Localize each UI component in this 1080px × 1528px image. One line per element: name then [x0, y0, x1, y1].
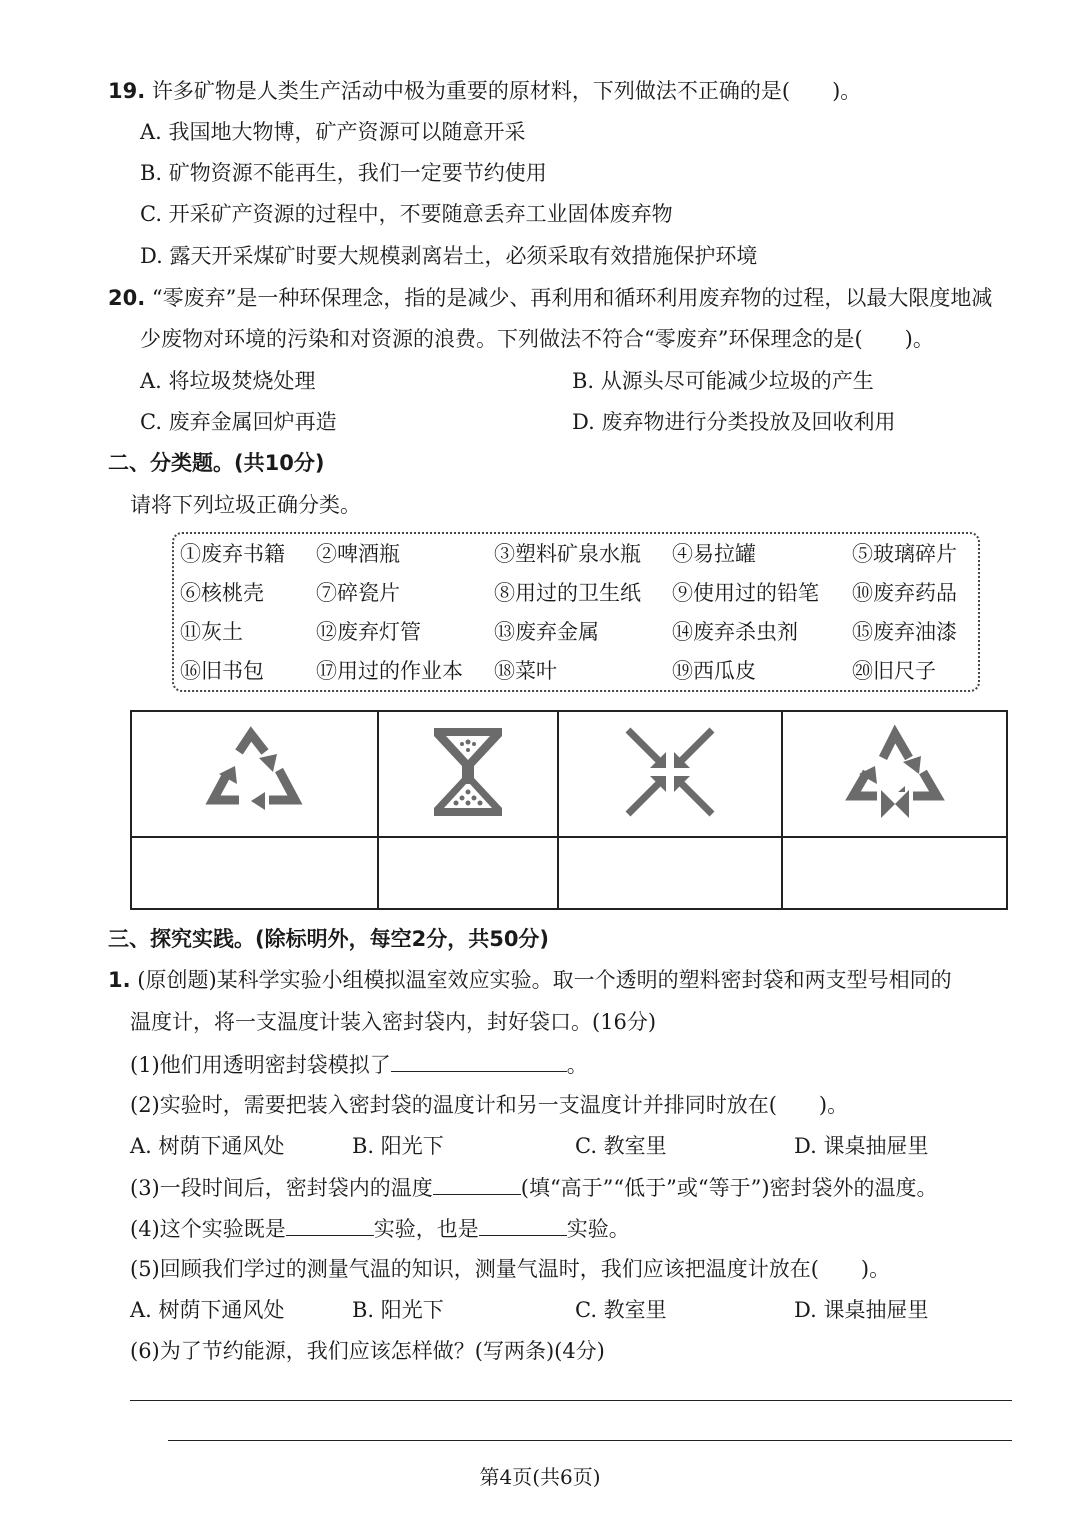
part3-end: (填“高于”“低于”或“等于”)密封袋外的温度。: [520, 1176, 938, 1200]
q20-option-c: C. 废弃金属回炉再造: [140, 410, 337, 434]
answer-cell-hazardous[interactable]: [378, 837, 558, 909]
part5-option-a: A. 树荫下通风处: [130, 1298, 285, 1322]
part5-option-b: B. 阳光下: [352, 1298, 444, 1322]
answer-cell-other[interactable]: [558, 837, 783, 909]
waste-item: ⑳旧尺子: [852, 659, 936, 683]
answer-line-2[interactable]: [168, 1440, 1012, 1441]
q19-option-b: B. 矿物资源不能再生，我们一定要节约使用: [140, 161, 547, 185]
waste-item: ⑨使用过的铅笔: [672, 581, 819, 605]
classification-table: [130, 710, 1008, 910]
s3-q1-part6: (6)为了节约能源，我们应该怎样做？(写两条)(4分): [130, 1339, 605, 1363]
s3-q1-number: 1.: [108, 968, 131, 992]
waste-item: ③塑料矿泉水瓶: [494, 542, 641, 566]
waste-item: ⑲西瓜皮: [672, 659, 756, 683]
s3-q1-part5: (5)回顾我们学过的测量气温的知识，测量气温时，我们应该把温度计放在( )。: [130, 1257, 891, 1281]
part1-blank[interactable]: [391, 1049, 567, 1072]
q20-stem-line2: 少废物对环境的污染和对资源的浪费。下列做法不符合“零废弃”环保理念的是( )。: [140, 327, 934, 351]
part2-option-c: C. 教室里: [575, 1134, 667, 1158]
hazardous-icon: [428, 722, 508, 822]
waste-item: ⑯旧书包: [180, 659, 264, 683]
q19-option-c: C. 开采矿产资源的过程中，不要随意丢弃工业固体废弃物: [140, 202, 673, 226]
waste-item: ⑦碎瓷片: [316, 581, 400, 605]
part4-blank-2[interactable]: [479, 1213, 567, 1236]
waste-item: ④易拉罐: [672, 542, 756, 566]
part3-text: (3)一段时间后，密封袋内的温度: [130, 1176, 433, 1200]
q20-option-d: D. 废弃物进行分类投放及回收利用: [572, 410, 896, 434]
q20-option-a: A. 将垃圾焚烧处理: [140, 369, 316, 393]
part4-text-c: 实验。: [566, 1217, 630, 1241]
s3-q1-part4: [130, 1213, 630, 1243]
page-number: 第4页(共6页): [479, 1465, 601, 1489]
part3-blank[interactable]: [433, 1172, 521, 1195]
waste-item: ⑬废弃金属: [494, 620, 599, 644]
part4-text-b: 实验，也是: [373, 1217, 479, 1241]
bin-recyclable: [131, 711, 378, 837]
waste-item: ⑱菜叶: [494, 659, 557, 683]
section2-instruction: 请将下列垃圾正确分类。: [130, 493, 361, 517]
section2-title: 二、分类题。(共10分): [108, 451, 325, 475]
part2-option-a: A. 树荫下通风处: [130, 1134, 285, 1158]
waste-item: ⑪灰土: [180, 620, 243, 644]
waste-item: ⑧用过的卫生纸: [494, 581, 641, 605]
waste-item: ②啤酒瓶: [316, 542, 400, 566]
q20-number: 20.: [108, 286, 146, 310]
waste-item: ⑮废弃油漆: [852, 620, 957, 644]
waste-item: ①废弃书籍: [180, 542, 285, 566]
answer-line-1[interactable]: [130, 1400, 1012, 1401]
waste-item: ⑤玻璃碎片: [852, 542, 957, 566]
section3-title: 三、探究实践。(除标明外，每空2分，共50分): [108, 927, 550, 951]
part4-text-a: (4)这个实验既是: [130, 1217, 286, 1241]
waste-item: ⑭废弃杀虫剂: [672, 620, 798, 644]
bin-hazardous: [378, 711, 558, 837]
q19-stem: [108, 76, 861, 106]
recyclable-icon: [199, 722, 309, 822]
part5-option-d: D. 课桌抽屉里: [794, 1298, 929, 1322]
s3-q1-stem-text-1: (原创题)某科学实验小组模拟温室效应实验。取一个透明的塑料密封袋和两支型号相同的: [137, 968, 952, 992]
q20-stem-text-1: “零废弃”是一种环保理念，指的是减少、再利用和循环利用废弃物的过程，以最大限度地减: [151, 286, 993, 310]
bin-other-waste: [558, 711, 783, 837]
waste-item: ⑩废弃药品: [852, 581, 957, 605]
s3-q1-part2: (2)实验时，需要把装入密封袋的温度计和另一支温度计并排同时放在( )。: [130, 1093, 849, 1117]
s3-q1-part1: [130, 1049, 588, 1079]
answer-cell-kitchen[interactable]: [782, 837, 1007, 909]
part4-blank-1[interactable]: [286, 1213, 374, 1236]
q19-option-d: D. 露天开采煤矿时要大规模剥离岩土，必须采取有效措施保护环境: [140, 244, 758, 268]
q20-option-b: B. 从源头尽可能减少垃圾的产生: [572, 369, 874, 393]
s3-q1-stem-line2: 温度计，将一支温度计装入密封袋内，封好袋口。(16分): [130, 1010, 657, 1034]
kitchen-waste-icon: [845, 722, 945, 822]
bin-kitchen-waste: [782, 711, 1007, 837]
q19-stem-text: 许多矿物是人类生产活动中极为重要的原材料，下列做法不正确的是( )。: [151, 79, 862, 103]
part2-option-b: B. 阳光下: [352, 1134, 444, 1158]
q20-stem-line1: [108, 283, 992, 313]
s3-q1-part3: [130, 1172, 938, 1202]
waste-item: ⑥核桃壳: [180, 581, 264, 605]
q19-number: 19.: [108, 79, 146, 103]
part5-option-c: C. 教室里: [575, 1298, 667, 1322]
part1-end: 。: [566, 1053, 588, 1077]
part1-text: (1)他们用透明密封袋模拟了: [130, 1053, 391, 1077]
q19-option-a: A. 我国地大物博，矿产资源可以随意开采: [140, 120, 526, 144]
other-waste-icon: [620, 722, 720, 822]
answer-cell-recyclable[interactable]: [131, 837, 378, 909]
waste-item: ⑫废弃灯管: [316, 620, 421, 644]
s3-q1-stem-line1: [108, 965, 952, 995]
waste-item: ⑰用过的作业本: [316, 659, 463, 683]
part2-option-d: D. 课桌抽屉里: [794, 1134, 929, 1158]
